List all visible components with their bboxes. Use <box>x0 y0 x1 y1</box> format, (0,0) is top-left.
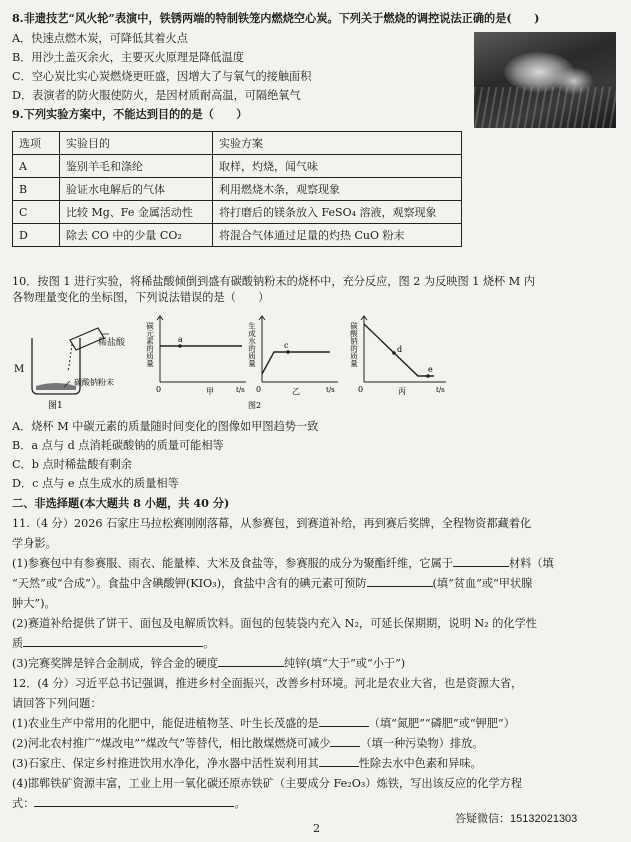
yi-origin: 0 <box>256 385 262 394</box>
q11-line2: 学身影。 <box>12 537 57 550</box>
figure-2-bing <box>350 310 460 410</box>
q11-part2-text-b: 。 <box>203 637 215 650</box>
q9-cell-purpose: 比较 Mg、Fe 金属活动性 <box>60 201 213 224</box>
q8-option-c: C．空心炭比实心炭燃烧更旺盛，因增大了与氧气的接触面积 <box>12 70 312 83</box>
q12-part1-text-b: （填“氮肥”“磷肥”或“钾肥”） <box>368 717 515 730</box>
q12-blank-4[interactable] <box>34 806 234 807</box>
fire-wheel-photo <box>474 32 616 128</box>
bing-y-label: 碳酸钠的质量 <box>350 322 359 367</box>
yi-caption: 乙 <box>292 387 300 396</box>
jia-point-a <box>178 344 182 348</box>
q10-stem-line2: 各物理量变化的坐标图，下列说法错误的是（ ） <box>12 291 270 304</box>
q9-cell-plan: 将打磨后的镁条放入 FeSO₄ 溶液，观察现象 <box>213 201 462 224</box>
q12-line1: 12．(4 分）习近平总书记强调，推进乡村全面振兴，改善乡村环境。河北是农业大省，也是资源大省， <box>12 677 523 690</box>
acid-stream <box>68 344 72 372</box>
bing-point-d-label: d <box>397 345 403 354</box>
q12-part3 <box>12 756 482 771</box>
q12-part1-text-a: (1)农业生产中常用的化肥中，能促进植物茎、叶生长茂盛的是 <box>12 717 319 730</box>
q12-part4-text-a: 式： <box>12 797 35 810</box>
yi-series-line <box>262 352 330 374</box>
q11-part2-line1: (2)赛道补给提供了饼干、面包及电解质饮料。面包的包装袋内充入 N₂，可延长保期期，说明 N₂ 的化学性 <box>12 617 537 630</box>
q12-part2-text-a: (2)河北农村推广“煤改电”“煤改气”等替代，相比散煤燃烧可减少 <box>12 737 331 750</box>
q12-part2-text-b: （填一种污染物）排放。 <box>360 737 484 750</box>
q8-option-d: D．表演者的防火服使防火，是因材质耐高温，可隔绝氧气 <box>12 89 301 102</box>
q11-part1-text-a: (1)参赛包中有参赛服、雨衣、能量棒、大米及食盐等，参赛服的成分为聚酯纤维，它属于 <box>12 557 453 570</box>
q9-cell-plan: 取样，灼烧，闻气味 <box>213 155 462 178</box>
q9-cell-purpose: 除去 CO 中的少量 CO₂ <box>60 224 213 247</box>
yi-point-label: c <box>284 341 289 350</box>
q9-header-plan: 实验方案 <box>213 132 462 155</box>
q9-stem: 9.下列实验方案中，不能达到目的的是（ ） <box>12 107 248 121</box>
q11-part1-line1 <box>12 556 554 571</box>
q9-cell-purpose: 鉴别羊毛和涤纶 <box>60 155 213 178</box>
q10-option-c: C．b 点时稀盐酸有剩余 <box>12 458 132 471</box>
photo-sparks <box>474 87 616 128</box>
page-number: 2 <box>313 822 321 835</box>
q11-part3-text-b: 纯锌(填“大于”或“小于”) <box>284 657 406 670</box>
q11-part1-line3: 肿大”)。 <box>12 597 56 610</box>
q8-stem: 8.非遗技艺“风火轮”表演中，铁锈两端的特制铁笼内燃烧空心炭。下列关于燃烧的调控说法正确的是( ) <box>12 11 540 25</box>
q12-part1 <box>12 716 515 731</box>
q11-line1: 11.（4 分）2026 石家庄马拉松赛刚刚落幕，从参赛包，到赛道补给，再到赛后奖牌，全程物资都藏着化 <box>12 517 532 530</box>
q9-cell-purpose: 验证水电解后的气体 <box>60 178 213 201</box>
powder-pile <box>36 383 76 390</box>
bing-x-unit: t/s <box>436 386 445 394</box>
figure-2-caption: 图2 <box>248 401 262 410</box>
q9-table <box>12 131 462 247</box>
beaker-label-m: M <box>14 364 25 375</box>
q11-part3 <box>12 656 405 671</box>
q11-blank-3[interactable] <box>23 646 203 647</box>
bing-origin: 0 <box>358 385 364 394</box>
q9-header-option: 选项 <box>13 132 60 155</box>
q9-cell-option: B <box>13 178 60 201</box>
q8-option-b: B．用沙土盖灭余火，主要灭火原理是降低温度 <box>12 51 244 64</box>
q12-part3-text-b: 性除去水中色素和异味。 <box>358 757 482 770</box>
q9-cell-plan: 将混合气体通过足量的灼热 CuO 粉末 <box>213 224 462 247</box>
q9-table-header <box>13 132 462 155</box>
bing-point-e <box>426 374 430 378</box>
q9-cell-option: C <box>13 201 60 224</box>
section-2-heading: 二、非选择题(本大题共 8 小题，共 40 分) <box>12 496 230 510</box>
yi-x-unit: t/s <box>326 386 335 394</box>
q11-part1-text-d: (填“贫血”或“甲状腺 <box>432 577 533 590</box>
q11-blank-4[interactable] <box>218 666 284 667</box>
table-row <box>13 224 462 247</box>
figure-1-beaker <box>12 310 132 410</box>
q12-part4-text-b: 。 <box>234 797 246 810</box>
q10-option-b: B．a 点与 d 点消耗碳酸钠的质量可能相等 <box>12 439 224 452</box>
q9-cell-plan: 利用燃烧木条，观察现象 <box>213 178 462 201</box>
q11-part1-line2 <box>12 576 532 591</box>
q10-option-d: D．c 点与 e 点生成水的质量相等 <box>12 477 179 490</box>
jia-y-label: 碳元素的质量 <box>146 322 155 367</box>
q9-cell-option: A <box>13 155 60 178</box>
q11-part3-text-a: (3)完赛奖牌是锌合金制成，锌合金的硬度 <box>12 657 219 670</box>
q11-blank-1[interactable] <box>453 566 509 567</box>
q11-part1-text-b: 材料（填 <box>508 557 554 570</box>
q12-part4-line2 <box>12 796 246 811</box>
bing-point-e-label: e <box>428 365 433 374</box>
yi-point-c <box>286 350 290 354</box>
q12-blank-3[interactable] <box>319 766 359 767</box>
q9-cell-option: D <box>13 224 60 247</box>
table-row <box>13 201 462 224</box>
q10-option-a: A．烧杯 M 中碳元素的质量随时间变化的图像如甲图趋势一致 <box>12 420 319 433</box>
q12-blank-2[interactable] <box>330 746 360 747</box>
q12-line2: 请回答下列问题： <box>12 697 102 710</box>
q11-part2-line2 <box>12 636 214 651</box>
q11-blank-2[interactable] <box>367 586 433 587</box>
jia-origin: 0 <box>156 385 162 394</box>
figure-2-jia <box>146 310 256 410</box>
jia-caption: 甲 <box>206 387 214 396</box>
powder-label: 碳酸钠粉末 <box>74 378 114 387</box>
q12-part4-line1: (4)邯郸铁矿资源丰富，工业上用一氧化碳还原赤铁矿（主要成分 Fe₂O₃）炼铁，写出该反应的化学方程 <box>12 777 523 790</box>
q12-part3-text-a: (3)石家庄、保定乡村推进饮用水净化，净水器中活性炭利用其 <box>12 757 319 770</box>
table-row <box>13 178 462 201</box>
figure-1-caption: 图1 <box>48 401 63 410</box>
jia-point-label: a <box>178 335 183 344</box>
bing-point-d <box>392 351 396 355</box>
q11-part2-text-a: 质 <box>12 637 24 650</box>
q12-blank-1[interactable] <box>319 726 369 727</box>
q11-part1-text-c: “天然”或“合成”）。食盐中含碘酸钾(KIO₃)，食盐中含有的碘元素可预防 <box>12 577 367 590</box>
q9-header-purpose: 实验目的 <box>60 132 213 155</box>
figure-2-yi <box>248 310 348 410</box>
q8-option-a: A．快速点燃木炭，可降低其着火点 <box>12 32 188 45</box>
bing-caption: 丙 <box>398 387 406 396</box>
footer-contact: 答疑微信：15132021303 <box>455 813 578 825</box>
q12-part2 <box>12 736 484 751</box>
yi-y-label: 生成水的质量 <box>248 322 257 367</box>
q10-stem-line1: 10．按图 1 进行实验，将稀盐酸倾倒到盛有碳酸钠粉末的烧杯中，充分反应，图 2 为反映图 1 烧杯 M 内 <box>12 275 535 288</box>
jia-x-unit: t/s <box>236 386 245 394</box>
table-row <box>13 155 462 178</box>
acid-label: 稀盐酸 <box>98 338 126 348</box>
